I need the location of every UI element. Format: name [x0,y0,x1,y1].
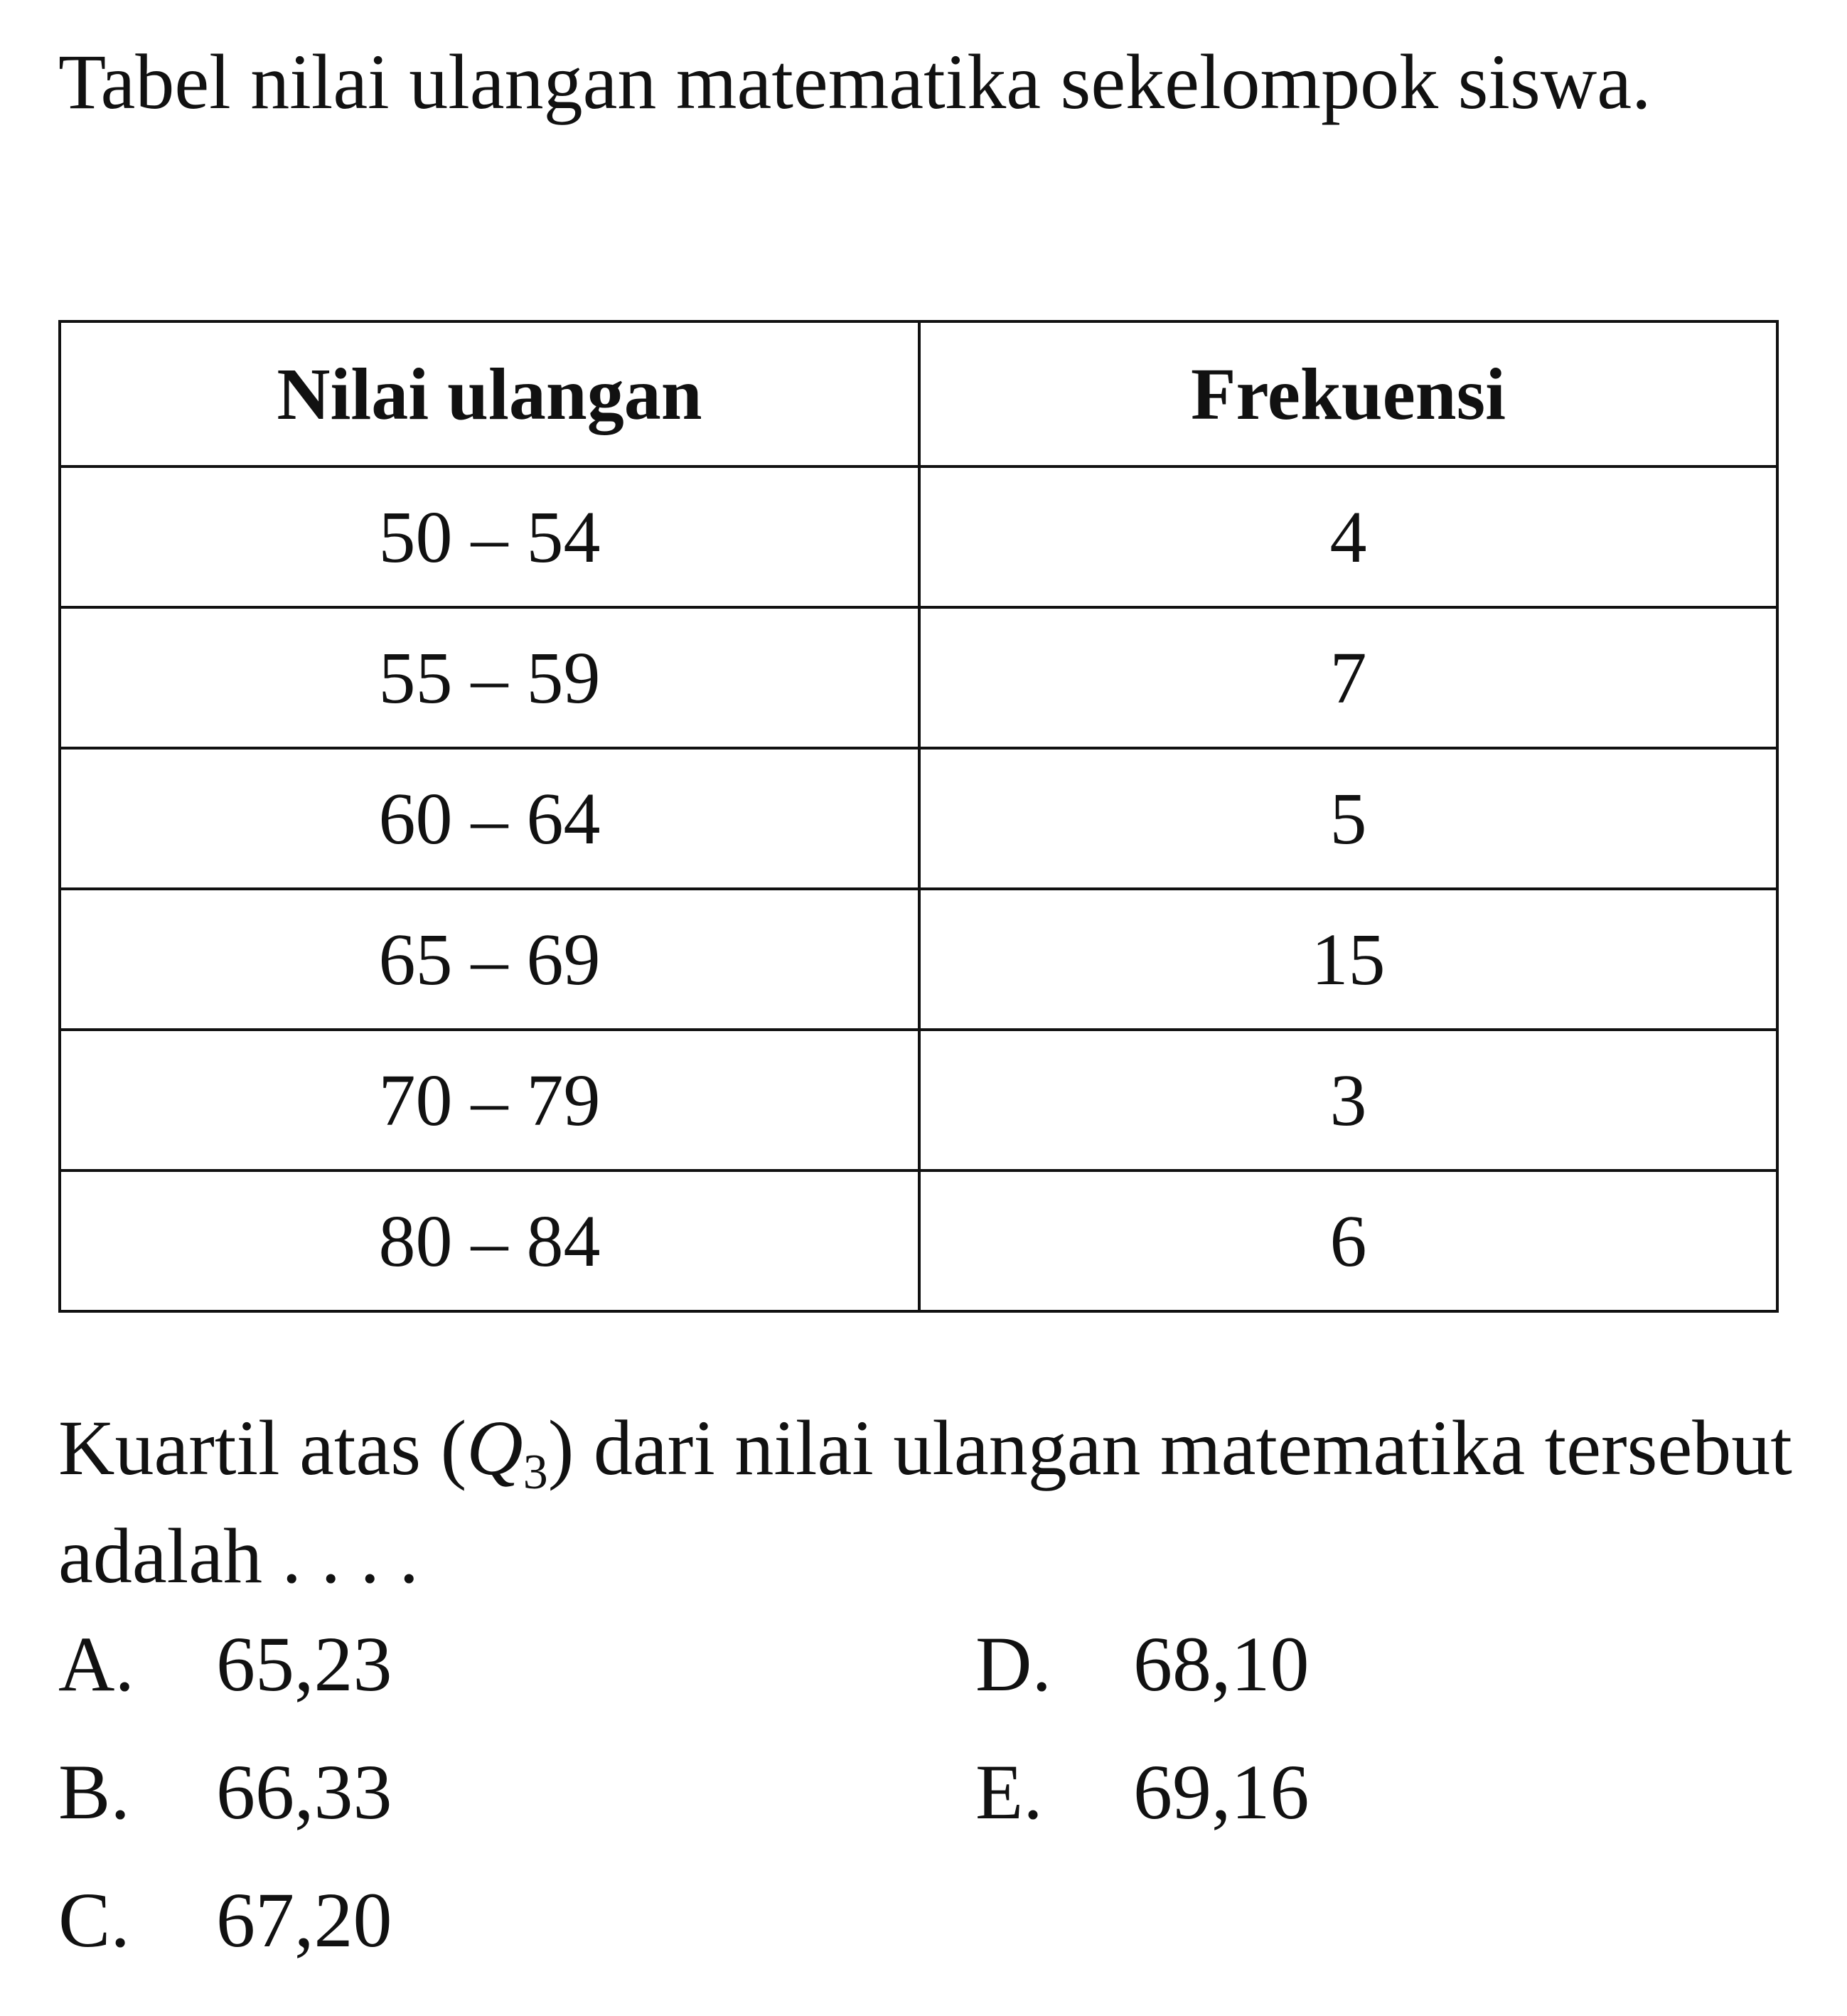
option-letter: C. [58,1877,130,1963]
option-e[interactable] [975,1742,1310,1842]
column-header-nilai: Nilai ulangan [60,321,919,466]
option-value: 65,23 [216,1621,392,1707]
table-row [60,1030,1777,1170]
table-row [60,607,1777,748]
range-cell: 50 – 54 [60,466,919,607]
question-before: Kuartil atas ( [58,1404,467,1491]
frequency-cell: 3 [919,1030,1777,1170]
frequency-table [58,320,1779,1313]
frequency-cell: 15 [919,889,1777,1030]
table-row [60,748,1777,889]
question-text [58,1394,1807,1610]
option-letter: A. [58,1621,134,1707]
table-header-row [60,321,1777,466]
frequency-cell: 5 [919,748,1777,889]
option-d[interactable] [975,1614,1310,1714]
option-value: 66,33 [216,1749,392,1835]
frequency-cell: 4 [919,466,1777,607]
column-header-frekuensi: Frekuensi [919,321,1777,466]
range-cell: 60 – 64 [60,748,919,889]
range-cell: 80 – 84 [60,1170,919,1311]
option-value: 68,10 [1133,1621,1310,1707]
intro-text: Tabel nilai ulangan matematika sekelompok siswa. [58,38,1651,125]
range-cell: 70 – 79 [60,1030,919,1170]
option-value: 69,16 [1133,1749,1310,1835]
option-value: 67,20 [216,1877,392,1963]
quartile-symbol: Q [466,1404,523,1491]
table-row [60,466,1777,607]
option-b[interactable] [58,1742,392,1842]
option-letter: B. [58,1749,130,1835]
answer-options [58,1614,1807,1984]
table-row [60,1170,1777,1311]
frequency-cell: 6 [919,1170,1777,1311]
range-cell: 65 – 69 [60,889,919,1030]
option-a[interactable] [58,1614,392,1714]
range-cell: 55 – 59 [60,607,919,748]
option-letter: D. [975,1621,1051,1707]
frequency-cell: 7 [919,607,1777,748]
option-letter: E. [975,1749,1043,1835]
option-c[interactable] [58,1870,392,1970]
question-after: ) dari nilai ulangan matematika tersebut adalah . . . . [58,1404,1792,1599]
quartile-subscript: 3 [523,1445,548,1500]
table-row [60,889,1777,1030]
